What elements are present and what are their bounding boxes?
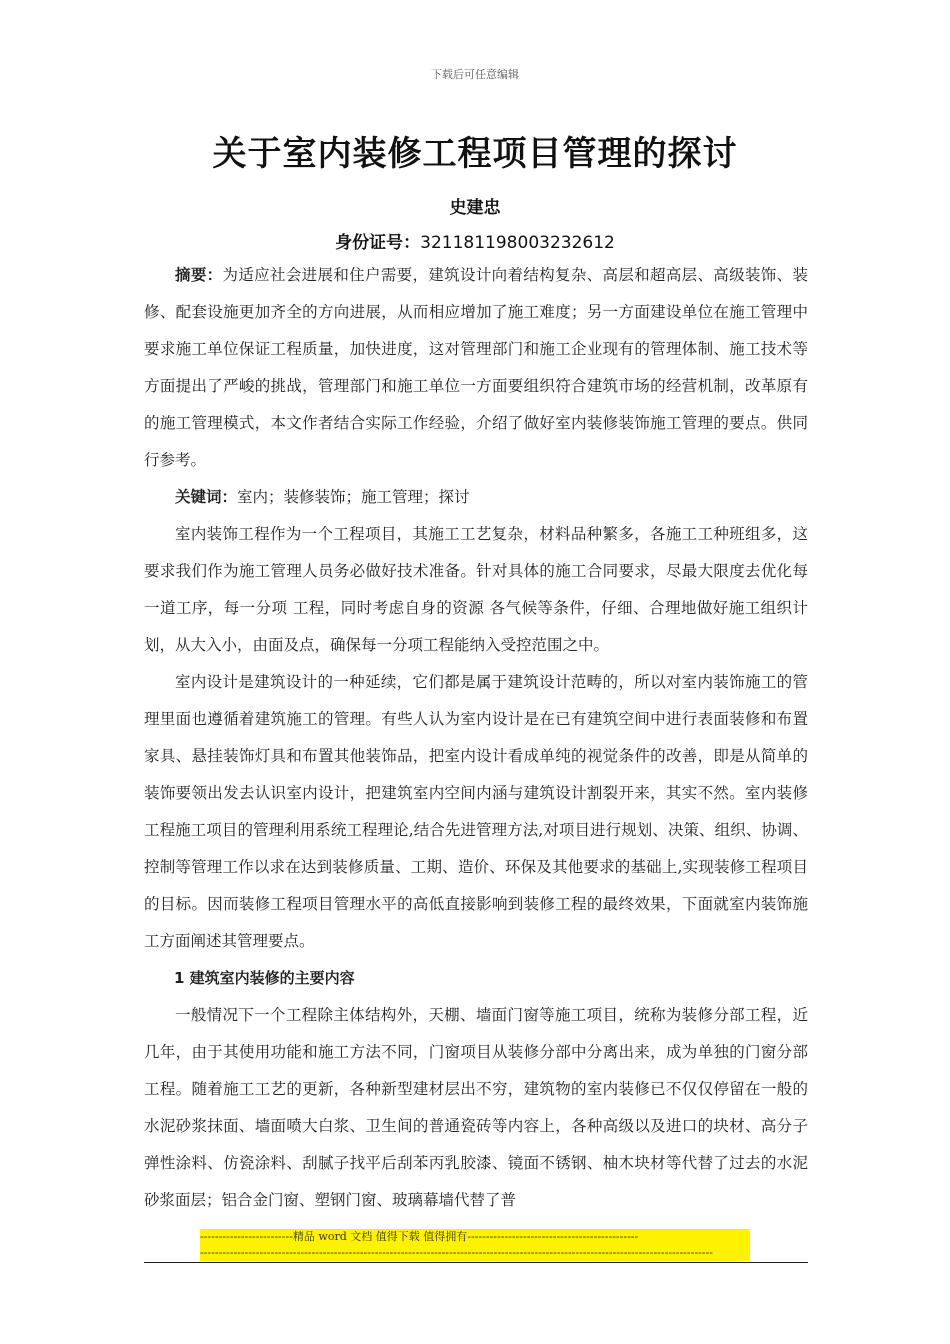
footer-banner-line2: ------------------------------------------------------------------------------------------------------------------------------------------	[200, 1245, 750, 1261]
abstract-text: 为适应社会进展和住户需要，建筑设计向着结构复杂、高层和超高层、高级装饰、装修、配套设施更加齐全的方向进展，从而相应增加了施工难度；另一方面建设单位在施工管理中要求施工单位保证工程质量，加快进度，这对管理部门和施工企业现有的管理体制、施工技术等方面提出了严峻的挑战，管理部门和施工单位一方面要组织符合建筑市场的经营机制，改革原有的施工管理模式，本文作者结合实际工作经验，介绍了做好室内装修装饰施工管理的要点。供同行参考。	[144, 266, 808, 469]
keywords-paragraph	[144, 479, 808, 516]
id-value: 321181198003232612	[420, 233, 615, 253]
footer-divider	[144, 1262, 808, 1263]
abstract-label: 摘要：	[175, 266, 223, 284]
id-line	[0, 228, 950, 253]
document-title: 关于室内装修工程项目管理的探讨	[212, 134, 738, 174]
section-paragraph: 一般情况下一个工程除主体结构外，天棚、墙面门窗等施工项目，统称为装修分部工程，近几年，由于其使用功能和施工方法不同，门窗项目从装修分部中分离出来，成为单独的门窗分部工程。随着施工工艺的更新，各种新型建材层出不穷，建筑物的室内装修已不仅仅停留在一般的水泥砂浆抹面、墙面喷大白浆、卫生间的普通瓷砖等内容上，各种高级以及进口的块材、高分子弹性涂料、仿瓷涂料、刮腻子找平后刮苯丙乳胶漆、镜面不锈钢、柚木块材等代替了过去的水泥砂浆面层；铝合金门窗、塑钢门窗、玻璃幕墙代替了普	[144, 1006, 808, 1209]
body-paragraph: 室内装饰工程作为一个工程项目，其施工工艺复杂，材料品种繁多，各施工工种班组多，这要求我们作为施工管理人员务必做好技术准备。针对具体的施工合同要求，尽最大限度去优化每一道工序，每一分项 工程，同时考虑自身的资源 各气候等条件，仔细、合理地做好施工组织计划，从大入小，由面及点，确保每一分项工程能纳入受控范围之中。	[144, 525, 808, 654]
header-note: 下载后可任意编辑	[431, 68, 519, 81]
keywords-label: 关键词：	[175, 488, 238, 506]
id-label: 身份证号：	[335, 233, 421, 253]
abstract-paragraph	[144, 257, 808, 479]
document-body	[144, 257, 808, 1219]
footer-banner-line1: -------------------------精品 word 文档 值得下载 值得拥有----------------------------------------------	[200, 1229, 750, 1245]
body-paragraph: 室内设计是建筑设计的一种延续，它们都是属于建筑设计范畴的，所以对室内装饰施工的管理里面也遵循着建筑施工的管理。有些人认为室内设计是在已有建筑空间中进行表面装修和布置家具、悬挂装饰灯具和布置其他装饰品，把室内设计看成单纯的视觉条件的改善，即是从简单的装饰要领出发去认识室内设计，把建筑室内空间内涵与建筑设计割裂开来，其实不然。室内装修工程施工项目的管理利用系统工程理论,结合先进管理方法,对项目进行规划、决策、组织、协调、控制等管理工作以求在达到装修质量、工期、造价、环保及其他要求的基础上,实现装修工程项目的目标。因而装修工程项目管理水平的高低直接影响到装修工程的最终效果，下面就室内装饰施工方面阐述其管理要点。	[144, 673, 808, 950]
section-heading: 1 建筑室内装修的主要内容	[174, 969, 355, 987]
keywords-text: 室内；装修装饰；施工管理；探讨	[237, 488, 470, 506]
author-name: 史建忠	[449, 198, 501, 218]
